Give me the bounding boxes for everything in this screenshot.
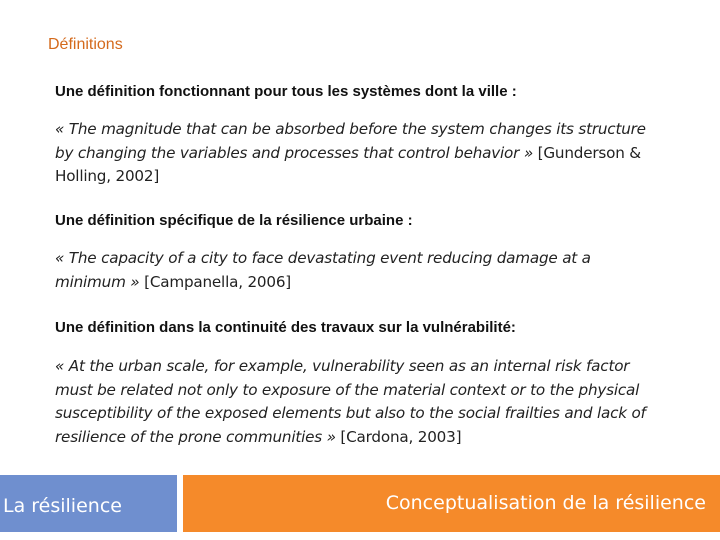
- section-3-heading: Une définition dans la continuité des travaux sur la vulnérabilité:: [55, 319, 516, 336]
- section-3-quote-text: « At the urban scale, for example, vulnerability seen as an internal risk factor must be related not only to exposure of the material context or to the physical susceptibility of the exposed elements but also to the social frailties and lack of resilience of the prone communities »: [55, 357, 646, 446]
- section-2-quote: [55, 247, 665, 294]
- section-2-heading: Une définition spécifique de la résilience urbaine :: [55, 212, 413, 229]
- footer-right-label: Conceptualisation de la résilience: [385, 491, 706, 514]
- section-1-heading: Une définition fonctionnant pour tous les systèmes dont la ville :: [55, 83, 517, 100]
- section-3-citation: [Cardona, 2003]: [335, 427, 462, 446]
- footer-chapter-banner: [183, 475, 720, 532]
- section-1-citation: [Gunderson & Holling, 2002]: [55, 143, 641, 185]
- section-2-citation: [Campanella, 2006]: [139, 272, 292, 291]
- footer-left-label: La résilience: [3, 494, 122, 517]
- slide-title: Définitions: [48, 36, 123, 53]
- footer-section-tab: [0, 475, 177, 532]
- section-1-quote: [55, 118, 665, 189]
- section-2-quote-text: « The capacity of a city to face devastating event reducing damage at a minimum »: [55, 249, 591, 291]
- section-3-quote: [55, 355, 665, 449]
- section-1-quote-text: « The magnitude that can be absorbed before the system changes its structure by changing the variables and processes that control behavior »: [55, 120, 646, 162]
